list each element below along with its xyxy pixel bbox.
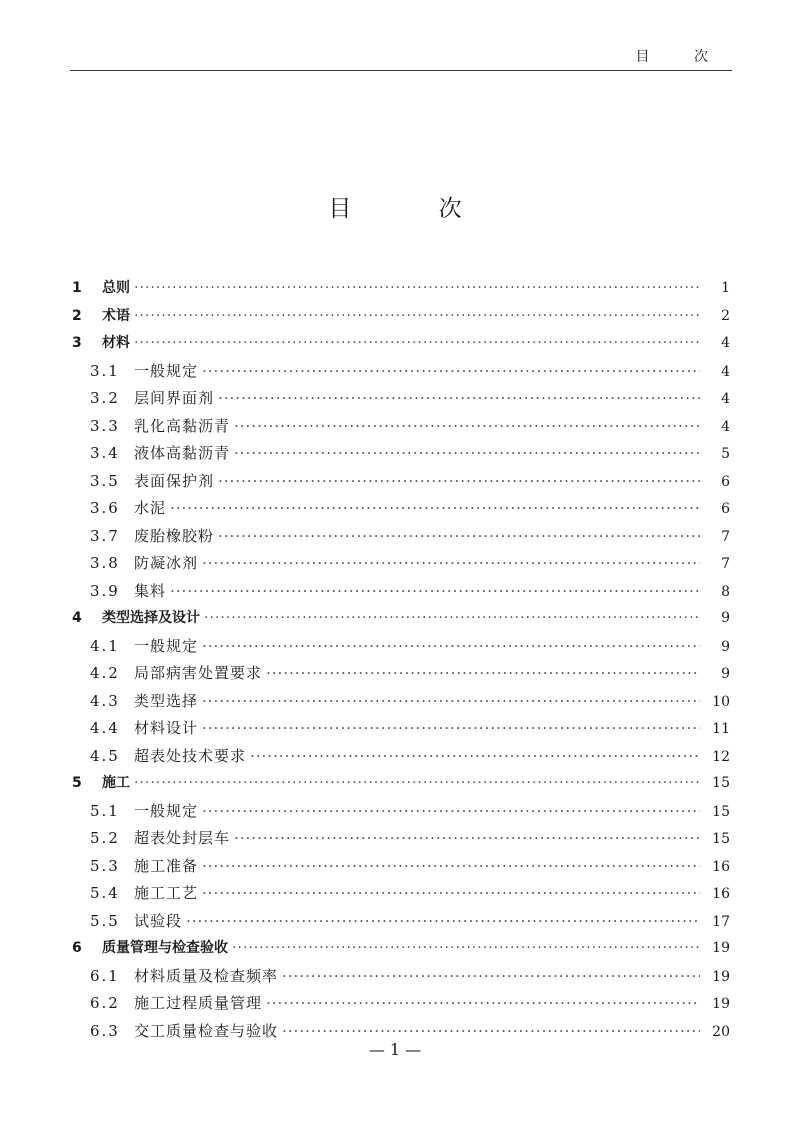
toc-entry[interactable]	[70, 413, 730, 441]
toc-entry[interactable]	[70, 935, 730, 963]
toc-entry[interactable]	[70, 385, 730, 413]
toc-entry-page: 10	[712, 693, 730, 710]
toc-entry[interactable]	[70, 605, 730, 633]
toc-entry[interactable]	[70, 688, 730, 716]
toc-entry-number: 1	[72, 280, 82, 296]
dot-leader	[202, 798, 700, 826]
toc-entry-number: 3.1	[90, 361, 120, 380]
toc-entry-page: 17	[712, 913, 730, 930]
toc-entry-number: 4.3	[90, 691, 120, 710]
toc-entry[interactable]	[70, 853, 730, 881]
toc-entry-label: 表面保护剂	[134, 471, 215, 490]
toc-entry-page: 15	[712, 775, 730, 791]
toc-entry-page: 19	[712, 996, 730, 1012]
toc-entry-number: 5.3	[90, 856, 120, 875]
table-of-contents	[70, 275, 730, 1045]
toc-entry[interactable]	[70, 770, 730, 798]
dot-leader	[250, 743, 700, 771]
toc-entry[interactable]	[70, 468, 730, 496]
dot-leader	[202, 715, 700, 743]
page-title: 目 次	[328, 196, 502, 222]
toc-entry-page: 8	[721, 583, 730, 600]
toc-entry-number: 6.2	[90, 994, 120, 1012]
toc-entry-number: 5.2	[90, 829, 120, 847]
toc-entry[interactable]	[70, 633, 730, 661]
toc-entry-page: 16	[712, 858, 730, 875]
toc-entry-number: 3.7	[90, 526, 120, 545]
toc-entry-label: 一般规定	[134, 801, 199, 820]
toc-entry-label: 施工工艺	[134, 884, 199, 902]
toc-entry-number: 3.2	[90, 389, 120, 407]
toc-entry-number: 5.4	[90, 884, 120, 902]
toc-entry-page: 2	[721, 307, 730, 324]
toc-entry-label: 术语	[102, 307, 130, 324]
toc-entry[interactable]	[70, 275, 730, 303]
toc-entry-number: 6	[72, 940, 82, 956]
dot-leader	[266, 990, 700, 1018]
toc-entry-label: 水泥	[134, 499, 167, 517]
dot-leader	[170, 578, 700, 606]
toc-entry-label: 施工过程质量管理	[134, 994, 263, 1012]
toc-entry-label: 乳化高黏沥青	[134, 416, 231, 435]
toc-entry-page: 7	[721, 556, 730, 572]
toc-entry[interactable]	[70, 825, 730, 853]
dot-leader	[218, 468, 700, 496]
toc-entry-label: 液体高黏沥青	[134, 444, 231, 462]
dot-leader	[234, 413, 700, 441]
dot-leader	[202, 633, 700, 661]
dot-leader	[134, 770, 700, 798]
toc-entry-page: 5	[721, 446, 730, 462]
toc-entry-label: 质量管理与检查验收	[102, 940, 228, 956]
toc-entry-label: 集料	[134, 581, 167, 600]
toc-entry[interactable]	[70, 880, 730, 908]
dot-leader	[266, 660, 700, 688]
toc-entry-label: 废胎橡胶粉	[134, 526, 215, 545]
toc-entry-page: 9	[721, 666, 730, 682]
toc-entry-page: 4	[721, 335, 730, 351]
header-rule	[70, 70, 732, 71]
toc-entry-label: 层间界面剂	[134, 389, 215, 407]
toc-entry-label: 总则	[102, 280, 130, 296]
toc-entry-page: 12	[712, 748, 730, 765]
toc-entry-label: 交工质量检查与验收	[134, 1021, 279, 1040]
toc-entry-page: 1	[721, 280, 730, 296]
toc-entry-number: 3.4	[90, 444, 120, 462]
toc-entry-page: 19	[712, 940, 730, 956]
toc-entry-page: 19	[712, 968, 730, 985]
toc-entry[interactable]	[70, 303, 730, 331]
dot-leader	[234, 440, 700, 468]
dot-leader	[170, 495, 700, 523]
toc-entry-page: 9	[721, 638, 730, 655]
toc-entry[interactable]	[70, 908, 730, 936]
toc-entry[interactable]	[70, 743, 730, 771]
toc-entry-page: 4	[721, 418, 730, 435]
dot-leader	[282, 963, 700, 991]
toc-entry[interactable]	[70, 578, 730, 606]
toc-entry[interactable]	[70, 715, 730, 743]
toc-entry-number: 6.3	[90, 1021, 120, 1040]
toc-entry[interactable]	[70, 798, 730, 826]
dot-leader	[218, 523, 700, 551]
dot-leader	[202, 358, 700, 386]
toc-entry[interactable]	[70, 330, 730, 358]
dot-leader	[134, 330, 700, 358]
toc-entry-number: 3.6	[90, 499, 120, 517]
toc-entry-number: 3.8	[90, 554, 120, 572]
page-number: — 1 —	[368, 1040, 422, 1059]
toc-entry-page: 4	[721, 391, 730, 407]
toc-entry-number: 3.3	[90, 416, 120, 435]
toc-entry-number: 4.4	[90, 719, 120, 737]
toc-entry-number: 5.5	[90, 911, 120, 930]
toc-entry-label: 材料	[102, 335, 130, 351]
toc-entry-label: 防凝冰剂	[134, 554, 199, 572]
toc-entry[interactable]	[70, 550, 730, 578]
toc-entry-label: 局部病害处置要求	[134, 664, 263, 682]
toc-entry-number: 4.2	[90, 664, 120, 682]
toc-entry[interactable]	[70, 990, 730, 1018]
toc-entry-number: 3	[72, 335, 82, 351]
toc-entry-number: 5.1	[90, 801, 120, 820]
toc-entry-number: 6.1	[90, 966, 120, 985]
toc-entry-label: 超表处技术要求	[134, 746, 247, 765]
toc-entry-page: 6	[721, 501, 730, 517]
dot-leader	[232, 935, 700, 963]
toc-entry-page: 11	[712, 721, 730, 737]
toc-entry-page: 7	[721, 528, 730, 545]
toc-entry-page: 16	[712, 886, 730, 902]
toc-entry[interactable]	[70, 963, 730, 991]
toc-entry-label: 材料质量及检查频率	[134, 966, 279, 985]
dot-leader	[234, 825, 700, 853]
toc-entry[interactable]	[70, 495, 730, 523]
toc-entry-number: 3.5	[90, 471, 120, 490]
toc-entry[interactable]	[70, 660, 730, 688]
running-head: 目 次	[635, 49, 728, 65]
toc-entry[interactable]	[70, 358, 730, 386]
dot-leader	[218, 385, 700, 413]
dot-leader	[134, 303, 700, 331]
dot-leader	[134, 275, 700, 303]
dot-leader	[186, 908, 700, 936]
toc-entry-label: 超表处封层车	[134, 829, 231, 847]
toc-entry-number: 3.9	[90, 581, 120, 600]
toc-entry-number: 5	[72, 775, 82, 791]
dot-leader	[204, 605, 700, 633]
toc-entry-label: 一般规定	[134, 361, 199, 380]
toc-entry-page: 4	[721, 363, 730, 380]
toc-entry-label: 类型选择及设计	[102, 610, 200, 626]
toc-entry-label: 施工	[102, 775, 130, 791]
toc-entry-number: 4.1	[90, 636, 120, 655]
toc-entry-number: 4	[72, 610, 82, 626]
dot-leader	[202, 853, 700, 881]
dot-leader	[202, 880, 700, 908]
dot-leader	[202, 550, 700, 578]
toc-entry-page: 9	[721, 610, 730, 626]
toc-entry-number: 4.5	[90, 746, 120, 765]
toc-entry-page: 6	[721, 473, 730, 490]
toc-entry[interactable]	[70, 523, 730, 551]
toc-entry-page: 20	[712, 1023, 730, 1040]
toc-entry[interactable]	[70, 440, 730, 468]
toc-entry-label: 试验段	[134, 911, 183, 930]
dot-leader	[202, 688, 700, 716]
toc-entry-number: 2	[72, 307, 82, 324]
toc-entry-label: 类型选择	[134, 691, 199, 710]
toc-entry-label: 材料设计	[134, 719, 199, 737]
toc-entry-page: 15	[712, 803, 730, 820]
toc-entry-label: 施工准备	[134, 856, 199, 875]
toc-entry-page: 15	[712, 831, 730, 847]
toc-entry-label: 一般规定	[134, 636, 199, 655]
